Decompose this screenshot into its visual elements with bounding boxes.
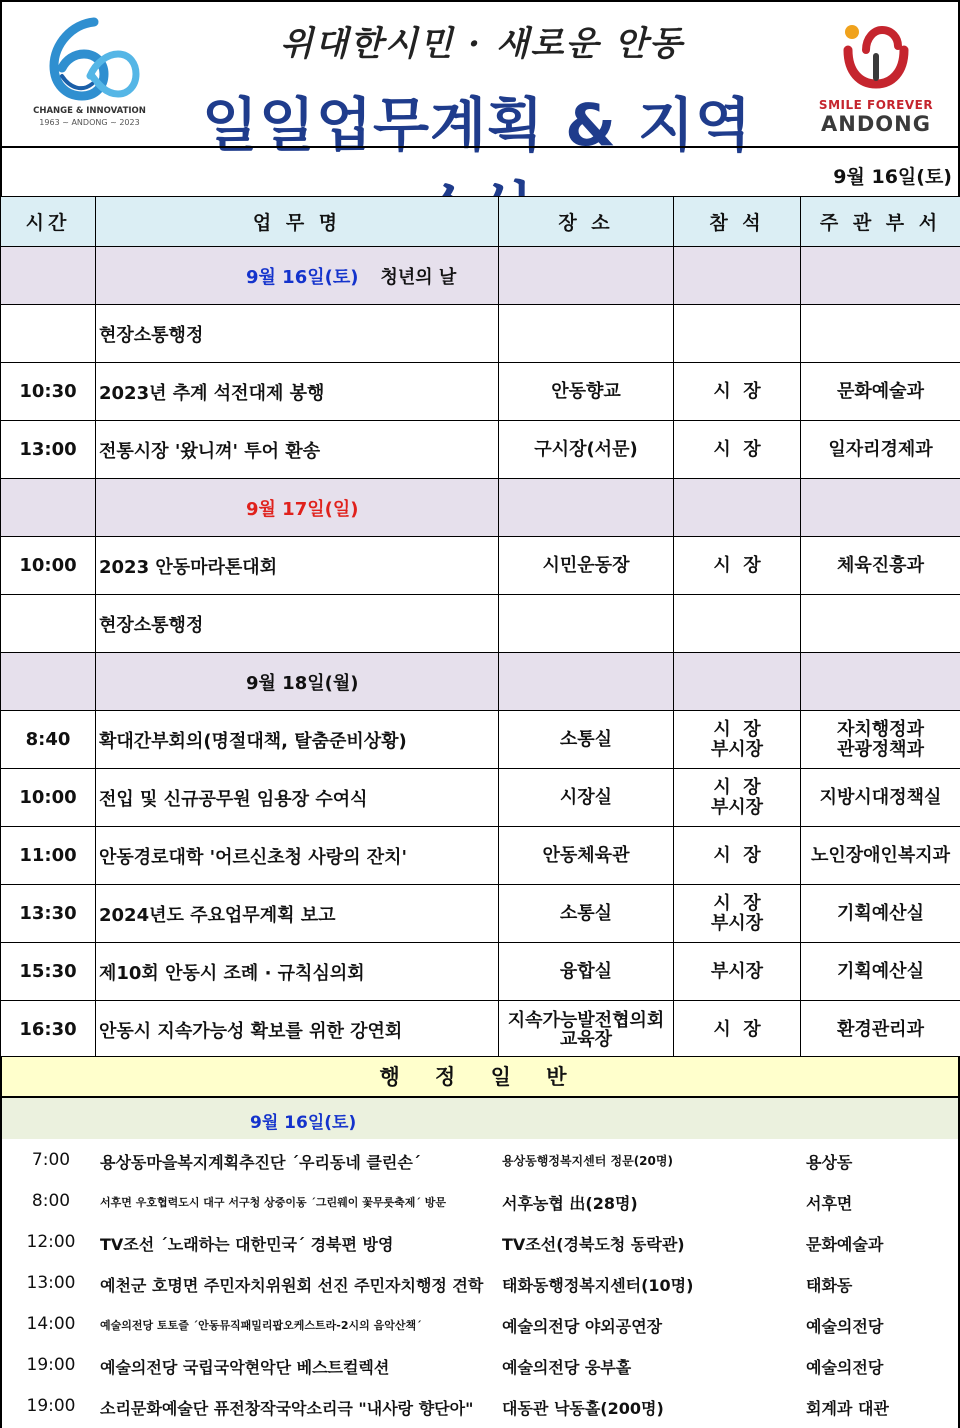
task-cell: 현장소통행정 [96,305,499,363]
header-task: 업 무 명 [96,197,499,247]
day-dept-cell [801,247,960,305]
admin-time: 13:00 [26,1273,76,1293]
dept-1: 문화예술과 [837,380,924,402]
table-row [1,305,960,363]
admin-task: 소리문화예술단 퓨전창작국악소리극 "내사랑 향단아" [100,1399,474,1418]
attendee-2: 부시장 [710,796,764,818]
admin-place: 대동관 낙동홀(200명) [502,1399,664,1418]
day-time-cell [1,653,96,711]
day-dept-cell [801,653,960,711]
attendees-cell [674,421,801,479]
admin-section-title: 행 정 일 반 [0,1056,960,1098]
day-attendees-cell [674,479,801,537]
schedule-body [1,247,960,1059]
day-date: 9월 18일(월) [246,672,359,694]
time-cell: 10:00 [1,769,96,827]
day-label-cell [96,479,499,537]
admin-place: 예술의전당 야외공연장 [502,1317,663,1336]
time-cell: 10:30 [1,363,96,421]
day-header-row [1,479,960,537]
admin-place: 예술의전당 웅부홀 [502,1358,632,1377]
dept-1: 체육진흥과 [837,554,924,576]
table-row [1,421,960,479]
attendee-1: 시 장 [713,554,761,576]
table-row [1,827,960,885]
right-logo-line2: ANDONG [821,112,931,136]
admin-row [2,1221,958,1262]
admin-time: 14:00 [26,1314,76,1334]
task-cell: 안동시 지속가능성 확보를 위한 강연회 [96,1001,499,1059]
day-attendees-cell [674,653,801,711]
day-label-cell [96,653,499,711]
day-place-cell [499,247,674,305]
dept-cell [801,1001,960,1059]
admin-task: 예천군 호명면 주민자치위원회 선진 주민자치행정 견학 [100,1276,484,1295]
day-place-cell [499,479,674,537]
place-text: 안동향교 [551,381,621,402]
place-cell [499,943,674,1001]
dept-cell [801,943,960,1001]
attendee-1: 시 장 [713,892,761,914]
dept-1: 기획예산실 [837,902,924,924]
attendees-cell [674,943,801,1001]
admin-row [2,1303,958,1344]
header-time: 시간 [1,197,96,247]
dept-cell [801,711,960,769]
place-cell [499,363,674,421]
admin-dept: 예술의전당 [806,1358,884,1377]
admin-time: 7:00 [31,1150,71,1170]
admin-time: 8:00 [31,1191,71,1211]
place-text: 구시장(서문) [534,439,638,460]
time-cell: 8:40 [1,711,96,769]
dept-1: 자치행정과 [837,718,924,740]
task-cell: 2023년 추계 석전대제 봉행 [96,363,499,421]
task-cell: 안동경로대학 '어르신초청 사랑의 잔치' [96,827,499,885]
day-header-row [1,247,960,305]
dept-1: 일자리경제과 [828,438,933,460]
admin-dept: 예술의전당 [806,1317,884,1336]
place-cell [499,885,674,943]
admin-day-row [0,1098,960,1139]
day-time-cell [1,479,96,537]
time-cell: 10:00 [1,537,96,595]
attendees-cell [674,305,801,363]
dept-1: 기획예산실 [837,960,924,982]
day-place-cell [499,653,674,711]
page-title: 일일업무계획 & 지역 [201,91,753,159]
time-cell: 11:00 [1,827,96,885]
attendee-2: 부시장 [710,912,764,934]
attendee-1: 시 장 [713,718,761,740]
task-cell: 전입 및 신규공무원 임용장 수여식 [96,769,499,827]
admin-dept: 문화예술과 [806,1235,884,1254]
place-text: 융합실 [559,961,613,982]
dept-cell [801,363,960,421]
attendees-cell [674,711,801,769]
day-date: 9월 16일(토) [246,266,359,288]
task-cell: 현장소통행정 [96,595,499,653]
admin-place: TV조선(경북도청 동락관) [502,1235,685,1254]
place-cell [499,305,674,363]
place-text: 소통실 [559,903,613,924]
table-row [1,711,960,769]
admin-row [2,1385,958,1426]
time-cell: 15:30 [1,943,96,1001]
attendee-2: 부시장 [710,738,764,760]
attendees-cell [674,1001,801,1059]
attendees-cell [674,885,801,943]
admin-place: 용상동행정복지센터 정문(20명) [502,1154,673,1168]
attendee-1: 시 장 [713,1018,761,1040]
sixty-anniversary-logo-icon [32,14,147,132]
place-cell [499,711,674,769]
andong-smile-logo-icon [818,16,934,136]
admin-time: 12:00 [26,1232,76,1252]
dept-1: 노인장애인복지과 [810,844,951,866]
admin-time: 19:00 [26,1396,76,1416]
dept-cell [801,885,960,943]
admin-task: 용상동마을복지계획추진단 ´우리동네 클린손´ [100,1153,421,1172]
place-text: 지속가능발전협의회 교육장 [507,1009,665,1050]
header-dept: 주 관 부 서 [801,197,960,247]
schedule-table [0,196,960,1059]
table-row [1,363,960,421]
left-logo-line2: 1963 ~ ANDONG ~ 2023 [39,118,140,127]
admin-task: 서후면 우호협력도시 대구 서구청 상중이동 ´그린웨이 꽃무릇축제´ 방문 [100,1196,446,1209]
dept-2: 관광정책과 [837,738,924,760]
attendees-cell [674,595,801,653]
table-row [1,769,960,827]
admin-task: TV조선 ´노래하는 대한민국´ 경북편 방영 [100,1235,394,1254]
time-cell: 13:00 [1,421,96,479]
admin-row [2,1180,958,1221]
place-text: 소통실 [559,729,613,750]
admin-task: 예술의전당 토토즐 ´안동뮤직패밀리팝오케스트라-2시의 음악산책´ [100,1319,422,1332]
dept-cell [801,421,960,479]
day-header-row [1,653,960,711]
table-row [1,1001,960,1059]
left-logo-line1: CHANGE & INNOVATION [33,106,146,116]
attendee-1: 시 장 [713,380,761,402]
dept-cell [801,305,960,363]
place-cell [499,537,674,595]
day-time-cell [1,247,96,305]
place-cell [499,1001,674,1059]
time-cell: 16:30 [1,1001,96,1059]
admin-dept: 서후면 [806,1194,853,1213]
table-row [1,537,960,595]
attendees-cell [674,363,801,421]
dept-cell [801,769,960,827]
day-date: 9월 17일(일) [246,498,359,520]
admin-day-label: 9월 16일(토) [250,1113,357,1133]
attendee-1: 부시장 [710,960,764,982]
admin-row [2,1344,958,1385]
attendee-1: 시 장 [713,438,761,460]
admin-row [2,1139,958,1180]
dept-1: 지방시대정책실 [819,786,942,808]
attendee-1: 시 장 [713,776,761,798]
admin-dept: 회계과 대관 [806,1399,889,1418]
admin-dept: 용상동 [806,1153,853,1172]
day-dept-cell [801,479,960,537]
day-note: 청년의 날 [380,266,457,288]
task-cell: 2023 안동마라톤대회 [96,537,499,595]
page-header [0,0,960,159]
sixty-logo-mark [32,14,147,104]
date-row [0,146,960,197]
smile-logo-mark [818,16,934,98]
table-header-row [1,197,960,247]
table-row [1,885,960,943]
task-cell: 2024년도 주요업무계획 보고 [96,885,499,943]
attendees-cell [674,827,801,885]
header-attendees: 참 석 [674,197,801,247]
place-text: 시민운동장 [542,555,630,576]
admin-place: 서후농협 出(28명) [502,1194,638,1213]
time-cell [1,595,96,653]
dept-cell [801,827,960,885]
attendees-cell [674,769,801,827]
right-logo-line1: SMILE FOREVER [818,98,934,112]
place-cell [499,595,674,653]
table-row [1,943,960,1001]
time-cell [1,305,96,363]
dept-cell [801,537,960,595]
place-cell [499,421,674,479]
place-text: 시장실 [559,787,613,808]
current-date: 9월 16일(토) [833,166,952,188]
admin-place: 태화동행정복지센터(10명) [502,1276,694,1295]
time-cell: 13:30 [1,885,96,943]
task-cell: 전통시장 '왔니껴' 투어 환송 [96,421,499,479]
admin-task: 예술의전당 국립국악현악단 베스트컬렉션 [100,1358,390,1377]
task-cell: 확대간부회의(명절대책, 탈춤준비상황) [96,711,499,769]
admin-time: 19:00 [26,1355,76,1375]
place-cell [499,827,674,885]
day-label-cell [96,247,499,305]
attendee-1: 시 장 [713,844,761,866]
admin-dept: 태화동 [806,1276,853,1295]
attendees-cell [674,537,801,595]
task-cell: 제10회 안동시 조례 · 규칙심의회 [96,943,499,1001]
place-cell [499,769,674,827]
header-place: 장 소 [499,197,674,247]
slogan: 위대한시민 · 새로운 안동 [280,24,684,64]
place-text: 안동체육관 [542,845,630,866]
admin-list [0,1139,960,1428]
day-attendees-cell [674,247,801,305]
dept-cell [801,595,960,653]
table-row [1,595,960,653]
admin-row [2,1262,958,1303]
dept-1: 환경관리과 [837,1018,924,1040]
